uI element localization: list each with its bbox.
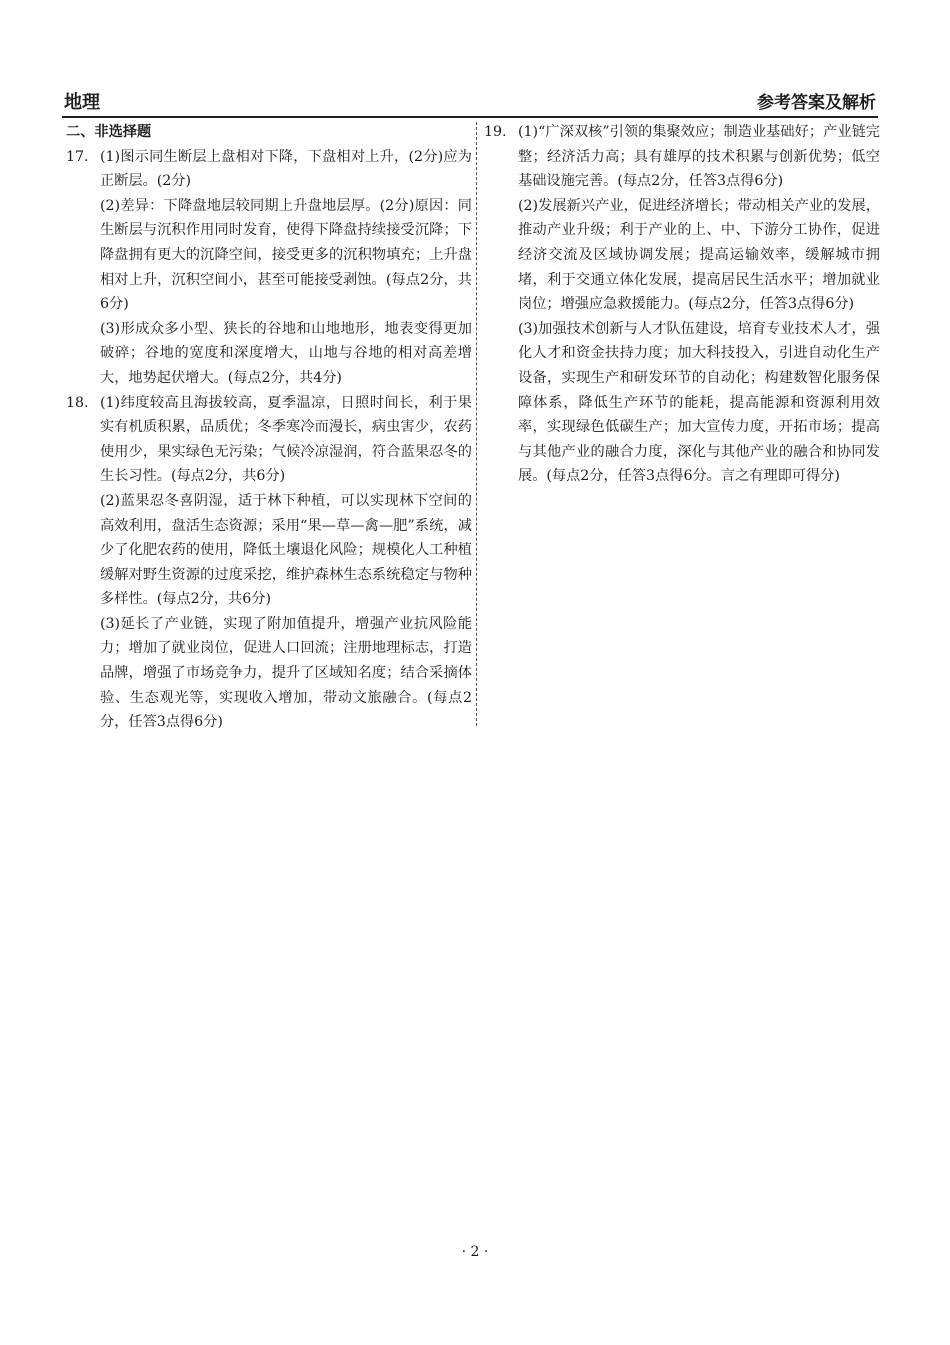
answer-part-1: (1)“广深双核”引领的集聚效应；制造业基础好；产业链完整；经济活力高；具有雄厚的技术积累与创新优势；低空基础设施完善。(每点2分，任答3点得6分) bbox=[518, 124, 880, 190]
right-column bbox=[484, 120, 880, 489]
answer-part-3: (3)形成众多小型、狭长的谷地和山地地形，地表变得更加破碎；谷地的宽度和深度增大，山地与谷地的相对高差增大，地势起伏增大。(每点2分，共4分) bbox=[100, 320, 472, 386]
subject-label: 地理 bbox=[64, 92, 100, 113]
answer-part-1: (1)纬度较高且海拔较高，夏季温凉，日照时间长，利于果实有机质积累，品质优；冬季寒冷而漫长，病虫害少，农药使用少，果实绿色无污染；气候冷凉湿润，符合蓝果忍冬的生长习性。(每点2分，共6分) bbox=[100, 394, 472, 485]
header-title: 参考答案及解析 bbox=[757, 93, 876, 113]
answer-part-2: (2)蓝果忍冬喜阴湿，适于林下种植，可以实现林下空间的高效利用，盘活生态资源；采用“果—草—禽—肥”系统，减少了化肥农药的使用，降低土壤退化风险；规模化人工种植缓解对野生资源的过度采挖，维护森林生态系统稳定与物种多样性。(每点2分，共6分) bbox=[100, 492, 472, 608]
question-number: 17. bbox=[66, 148, 89, 165]
answer-part-3: (3)延长了产业链，实现了附加值提升，增强产业抗风险能力；增加了就业岗位，促进人口回流；注册地理标志，打造品牌，增强了市场竞争力，提升了区域知名度；结合采摘体验、生态观光等，实现收入增加，带动文旅融合。(每点2分，任答3点得6分) bbox=[100, 615, 472, 731]
question-17 bbox=[66, 145, 472, 391]
page-number: · 2 · bbox=[461, 1244, 489, 1260]
answer-part-2: (2)发展新兴产业，促进经济增长；带动相关产业的发展，推动产业升级；利于产业的上、中、下游分工协作，促进经济交流及区域协调发展；提高运输效率，缓解城市拥堵，利于交通立体化发展，提高居民生活水平；增加就业岗位；增强应急救援能力。(每点2分，任答3点得6分) bbox=[518, 197, 880, 313]
question-19 bbox=[484, 120, 880, 489]
answer-part-3: (3)加强技术创新与人才队伍建设，培育专业技术人才，强化人才和资金扶持力度；加大科技投入，引进自动化生产设备，实现生产和研发环节的自动化；构建数智化服务保障体系，降低生产环节的能耗，提高能源和资源利用效率，实现绿色低碳生产；加大宣传力度，开拓市场；提高与其他产业的融合力度，深化与其他产业的融合和协同发展。(每点2分，任答3点得6分。言之有理即可得分) bbox=[518, 320, 880, 485]
question-number: 19. bbox=[484, 124, 507, 140]
left-column bbox=[66, 120, 472, 735]
answer-part-1: (1)图示同生断层上盘相对下降，下盘相对上升，(2分)应为正断层。(2分) bbox=[100, 148, 472, 190]
question-number: 18. bbox=[66, 394, 89, 411]
page-header bbox=[62, 88, 878, 118]
column-divider bbox=[476, 122, 477, 726]
question-18 bbox=[66, 391, 472, 735]
answer-part-2: (2)差异：下降盘地层较同期上升盘地层厚。(2分)原因：同生断层与沉积作用同时发育，使得下降盘持续接受沉降；下降盘拥有更大的沉降空间，接受更多的沉积物填充；上升盘相对上升，沉积空间小，甚至可能接受剥蚀。(每点2分，共6分) bbox=[100, 197, 472, 313]
section-title: 二、非选择题 bbox=[66, 124, 152, 140]
